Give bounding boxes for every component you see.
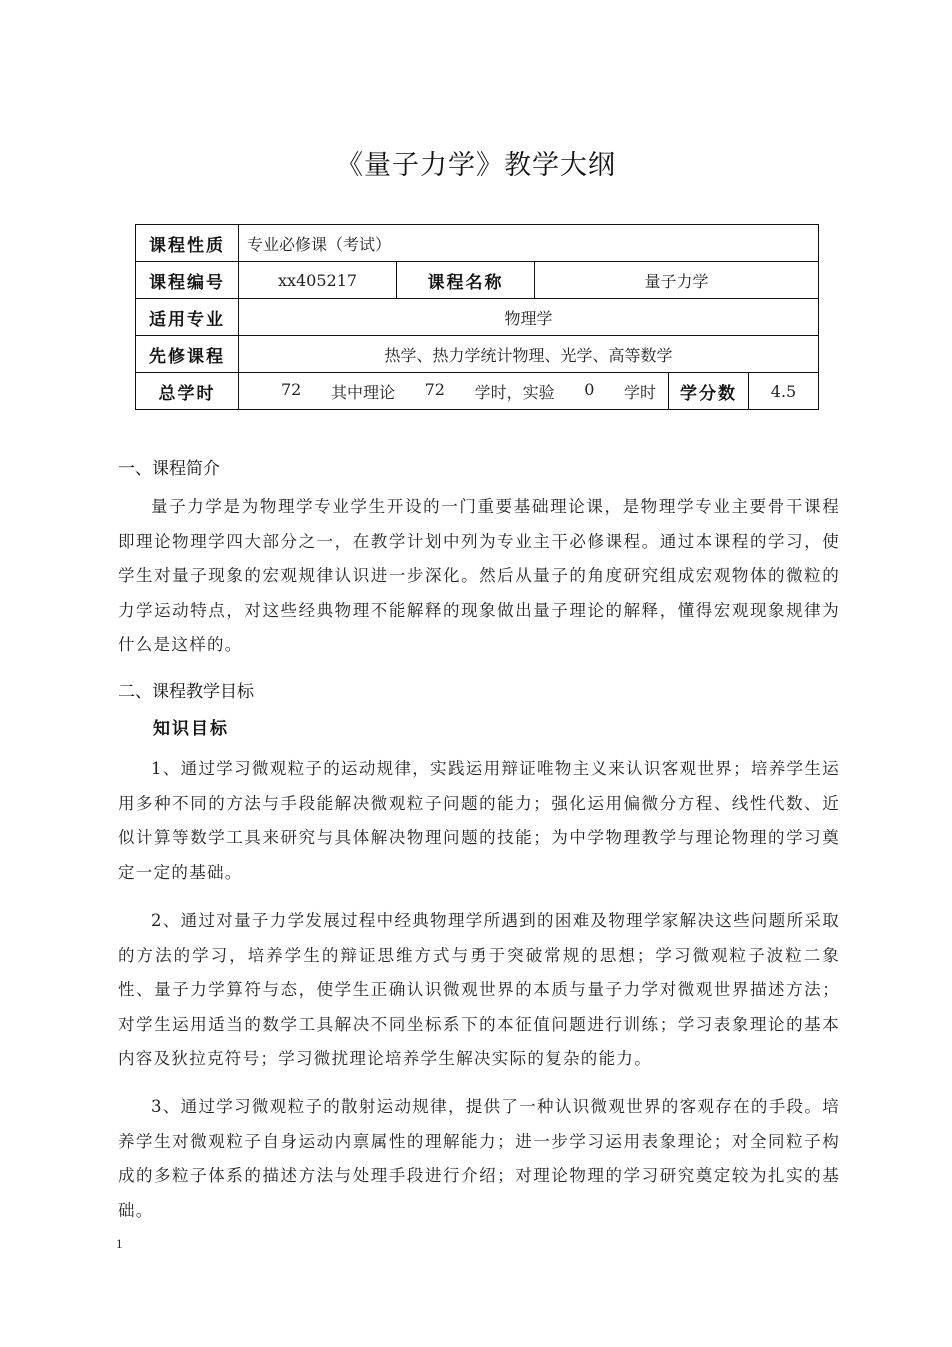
lab-hours-value: 0 [584, 379, 595, 399]
course-name-label: 课程名称 [397, 262, 535, 299]
prereq-label: 先修课程 [136, 336, 239, 373]
hours-unit-end: 学时 [623, 382, 656, 402]
table-row [136, 225, 819, 262]
intro-heading: 一、课程简介 [118, 459, 220, 479]
theory-label: 其中理论 [330, 382, 395, 402]
total-hours-label: 总学时 [136, 373, 239, 410]
total-hours-value: 72 [281, 379, 302, 399]
credits-label: 学分数 [669, 373, 749, 410]
theory-hours-value: 72 [424, 379, 445, 399]
knowledge-heading: 知识目标 [153, 719, 229, 739]
major-label: 适用专业 [136, 299, 239, 336]
credits-value: 4.5 [749, 373, 819, 410]
course-nature-value: 专业必修课（考试） [239, 225, 819, 262]
course-info-table [135, 224, 819, 410]
course-name-value: 量子力学 [535, 262, 819, 299]
goal-paragraph-1: 1、通过学习微观粒子的运动规律，实践运用辩证唯物主义来认识客观世界；培养学生运用多种不同的方法与手段能解决微观粒子问题的能力；强化运用偏微分方程、线性代数、近似计算等数学工具来研究与具体解决物理问题的技能；为中学物理教学与理论物理的学习奠定一定的基础。 [118, 759, 840, 882]
goals-heading: 二、课程教学目标 [118, 682, 254, 702]
course-nature-label: 课程性质 [136, 225, 239, 262]
course-code-label: 课程编号 [136, 262, 239, 299]
document-title: 《量子力学》教学大纲 [336, 150, 616, 181]
prereq-value: 热学、热力学统计物理、光学、高等数学 [239, 336, 819, 373]
table-row [136, 262, 819, 299]
major-value: 物理学 [239, 299, 819, 336]
goal-paragraph-2: 2、通过对量子力学发展过程中经典物理学所遇到的困难及物理学家解决这些问题所采取的方法的学习，培养学生的辩证思维方式与勇于突破常规的思想；学习微观粒子波粒二象性、量子力学算符与态，使学生正确认识微观世界的本质与量子力学对微观世界描述方法；对学生运用适当的数学工具解决不同坐标系下的本征值问题进行训练；学习表象理论的基本内容及狄拉克符号；学习微扰理论培养学生解决实际的复杂的能力。 [118, 911, 840, 1068]
intro-paragraph: 量子力学是为物理学专业学生开设的一门重要基础理论课，是物理学专业主要骨干课程即理论物理学四大部分之一，在教学计划中列为专业主干必修课程。通过本课程的学习，使学生对量子现象的宏观规律认识进一步深化。然后从量子的角度研究组成宏观物体的微粒的力学运动特点，对这些经典物理不能解释的现象做出量子理论的解释，懂得宏观现象规律为什么是这样的。 [118, 497, 840, 654]
goal-paragraph-3: 3、通过学习微观粒子的散射运动规律，提供了一种认识微观世界的客观存在的手段。培养学生对微观粒子自身运动内禀属性的理解能力；进一步学习运用表象理论；对全同粒子构成的多粒子体系的描述方法与处理手段进行介绍；对理论物理的学习研究奠定较为扎实的基础。 [118, 1097, 840, 1220]
hours-unit-lab: 学时，实验 [474, 382, 555, 402]
course-code-value: xx405217 [239, 262, 397, 299]
page-number: 1 [116, 1236, 123, 1251]
table-row [136, 336, 819, 373]
hours-breakdown [239, 373, 669, 410]
table-row [136, 299, 819, 336]
table-row [136, 373, 819, 410]
